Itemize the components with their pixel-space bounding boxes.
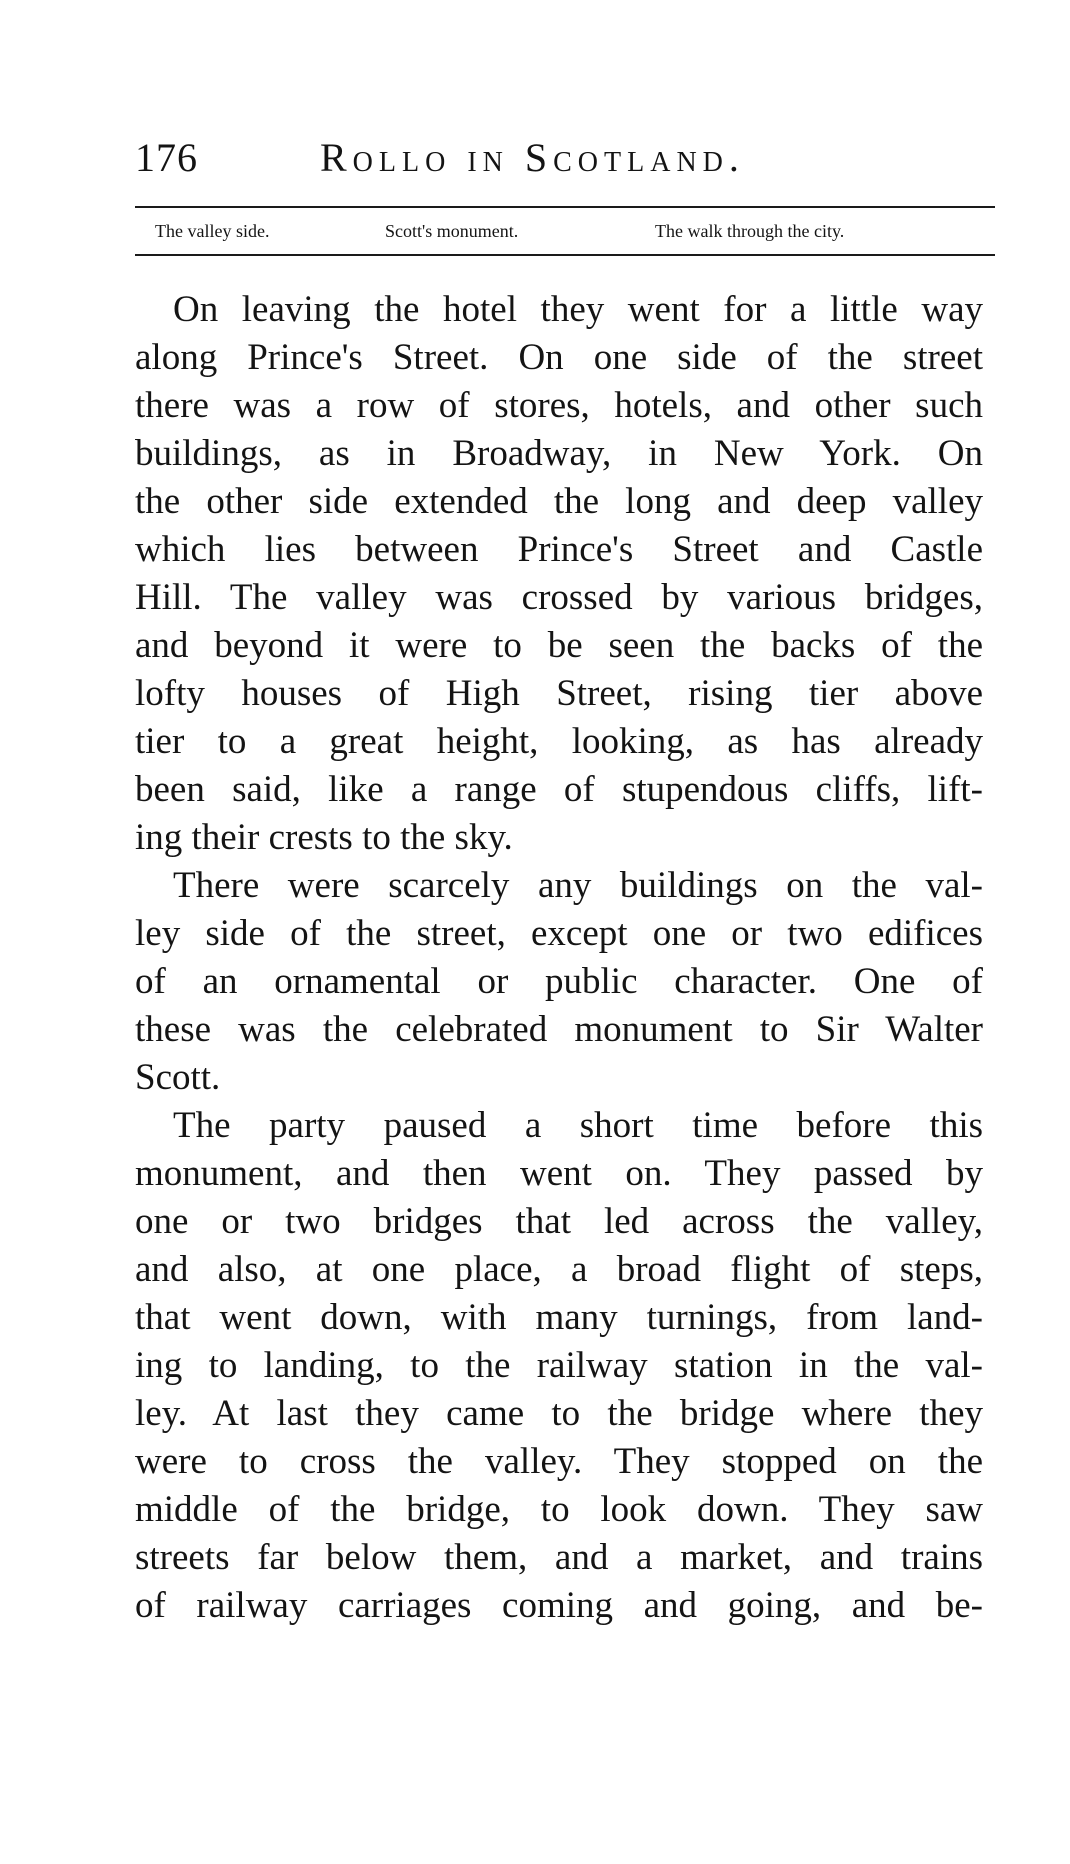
topic-subheads: [155, 216, 985, 250]
text-line: that went down, with many turnings, from land-: [135, 1297, 983, 1338]
text-line: these was the celebrated monument to Sir Walter: [135, 1009, 983, 1050]
paragraph-1: [135, 286, 983, 862]
text-line: and also, at one place, a broad flight of steps,: [135, 1249, 983, 1290]
text-line: ing to landing, to the railway station in the val-: [135, 1345, 983, 1386]
page-header: [135, 136, 995, 196]
text-line: were to cross the valley. They stopped on the: [135, 1441, 983, 1482]
running-title: Rollo in Scotland.: [320, 135, 745, 180]
text-line: ley side of the street, except one or two edifices: [135, 913, 983, 954]
text-line: and beyond it were to be seen the backs of the: [135, 625, 983, 666]
text-line: one or two bridges that led across the valley,: [135, 1201, 983, 1242]
text-line: lofty houses of High Street, rising tier above: [135, 673, 983, 714]
text-line: been said, like a range of stupendous cliffs, lift-: [135, 769, 983, 810]
body-text: [135, 286, 983, 1630]
paragraph-3: [135, 1102, 983, 1630]
text-line: ley. At last they came to the bridge where they: [135, 1393, 983, 1434]
page-number: 176: [135, 135, 198, 180]
text-line: tier to a great height, looking, as has already: [135, 721, 983, 762]
text-line: monument, and then went on. They passed by: [135, 1153, 983, 1194]
header-rule-bottom: [135, 254, 995, 256]
paragraph-2: [135, 862, 983, 1102]
text-line: of an ornamental or public character. One of: [135, 961, 983, 1002]
text-line: buildings, as in Broadway, in New York. On: [135, 433, 983, 474]
header-rule-top: [135, 206, 995, 208]
text-line: Scott.: [135, 1057, 221, 1098]
text-line: there was a row of stores, hotels, and other such: [135, 385, 983, 426]
text-line: Hill. The valley was crossed by various bridges,: [135, 577, 983, 618]
text-line: along Prince's Street. On one side of the street: [135, 337, 983, 378]
text-line: On leaving the hotel they went for a little way: [173, 289, 983, 330]
text-line: the other side extended the long and deep valley: [135, 481, 983, 522]
text-line: There were scarcely any buildings on the val-: [173, 865, 983, 906]
subhead-valley-side: The valley side.: [155, 221, 270, 241]
text-line: ing their crests to the sky.: [135, 817, 513, 858]
text-line: streets far below them, and a market, and trains: [135, 1537, 983, 1578]
text-line: which lies between Prince's Street and Castle: [135, 529, 983, 570]
text-line: of railway carriages coming and going, and be-: [135, 1585, 983, 1626]
subhead-scotts-monument: Scott's monument.: [385, 221, 519, 241]
subhead-walk-through-city: The walk through the city.: [655, 221, 845, 241]
text-line: The party paused a short time before this: [173, 1105, 983, 1146]
text-line: middle of the bridge, to look down. They saw: [135, 1489, 983, 1530]
